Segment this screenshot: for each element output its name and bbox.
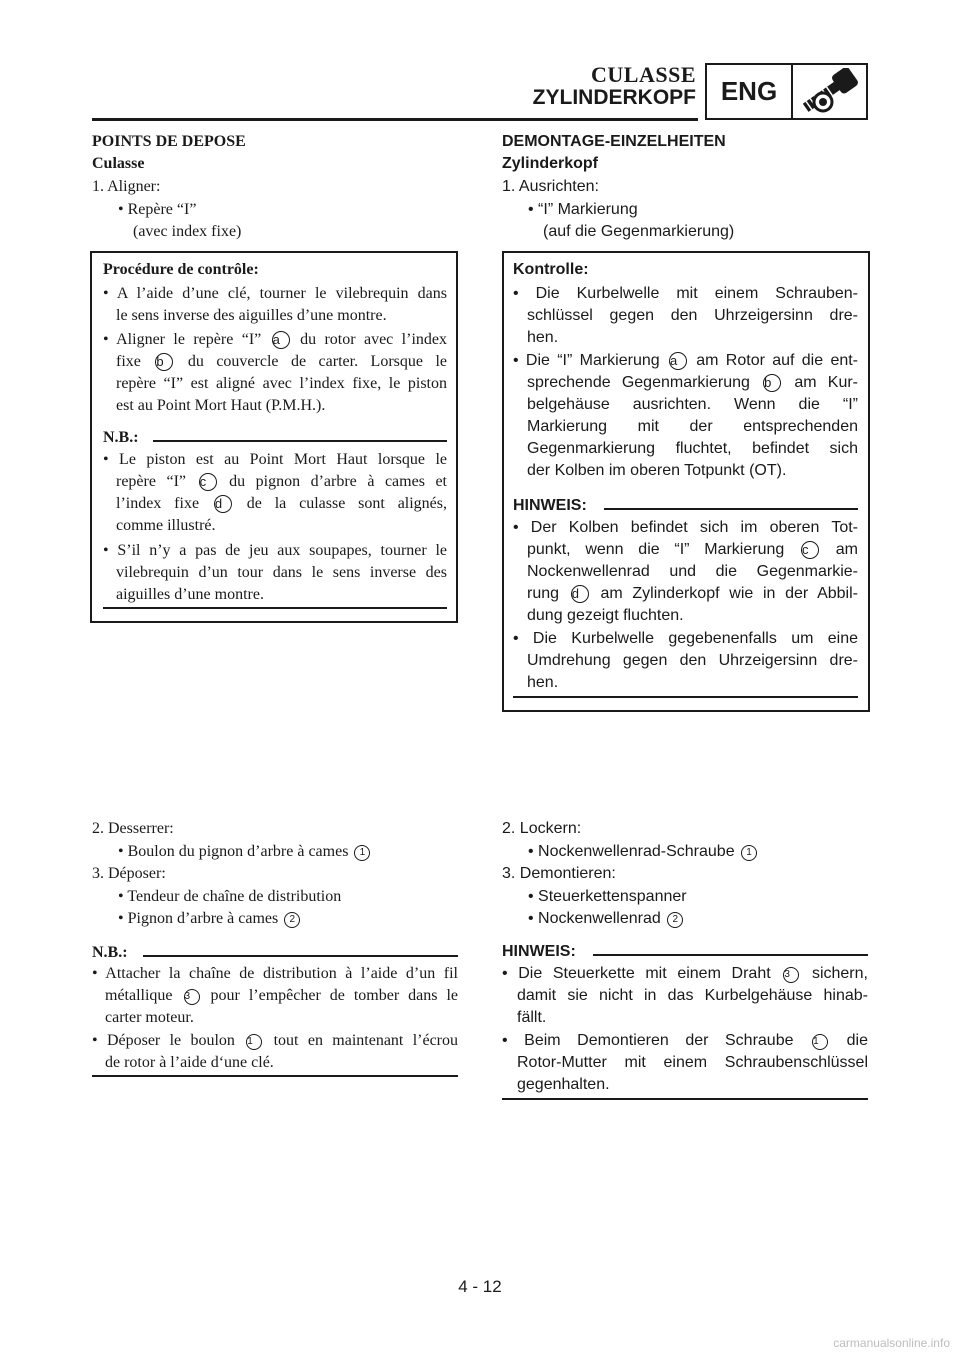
de-hw2-line: Rotor-Mutter mit einem Schraubenschlüssel <box>517 1054 868 1071</box>
de-step2-bullet: • Nockenwellenrad-Schraube 1 <box>528 841 759 863</box>
mark-d: d <box>571 585 589 603</box>
fr-nb2-line: métallique 3 pour l’empêcher de tomber dans le <box>105 987 458 1004</box>
header-title-fr: CULASSE <box>591 62 696 87</box>
mark-c: c <box>199 473 217 491</box>
mark-1: 1 <box>741 845 757 861</box>
de-hw2-rule <box>593 954 868 956</box>
de-hw1-label: HINWEIS: <box>513 497 587 514</box>
de-step2: 2. Lockern: <box>502 820 582 837</box>
fr-subtitle: Culasse <box>92 155 145 172</box>
de-hw1-line: rung d am Zylinderkopf wie in der Abbil- <box>527 585 858 602</box>
mark-a: a <box>272 331 290 349</box>
fr-box-line: • A l’aide d’une clé, tourner le vilebrequin dans <box>103 285 447 302</box>
fr-box-title: Procédure de contrôle: <box>103 261 259 278</box>
de-hw2-line: damit sie nicht in das Kurbelgehäuse hinab- <box>517 987 868 1004</box>
de-hw1-line: punkt, wenn die “I” Markierung c am <box>527 541 859 558</box>
fr-section-title: POINTS DE DEPOSE <box>92 133 246 150</box>
fr-step2: 2. Desserrer: <box>92 820 174 837</box>
fr-step3-bullet: • Pignon d’arbre à cames 2 <box>118 908 302 930</box>
de-box-title: Kontrolle: <box>513 261 589 278</box>
mark-3: 3 <box>184 989 200 1005</box>
de-box-line: • Die “I” Markierung a am Rotor auf die ent- <box>513 352 859 369</box>
fr-nb1-rule <box>153 440 447 442</box>
de-hw2-line: • Beim Demontieren der Schraube 1 die <box>502 1032 868 1049</box>
fr-box-line: repère “I” est aligné avec l’index fixe, le piston <box>116 375 447 392</box>
fr-nb1-line: comme illustré. <box>116 517 216 534</box>
fr-nb2-end-rule <box>92 1075 458 1077</box>
watermark: carmanualsonline.info <box>833 1336 950 1350</box>
fr-nb1-label: N.B.: <box>103 429 139 446</box>
de-hw1-line: Umdrehung gegen den Uhrzeigersinn dre- <box>527 652 858 669</box>
eng-label: ENG <box>707 65 793 118</box>
de-subtitle: Zylinderkopf <box>502 155 599 172</box>
de-hw1-line: Nockenwellenrad und die Gegenmarkie- <box>527 563 858 580</box>
mark-c: c <box>801 541 819 559</box>
de-hw2-line: gegenhalten. <box>517 1076 610 1093</box>
fr-nb1-line: aiguilles d’une montre. <box>116 586 264 603</box>
mark-1: 1 <box>812 1034 828 1050</box>
de-step3-bullet: • Steuerkettenspanner <box>528 888 687 905</box>
de-hw1-line: • Der Kolben befindet sich im oberen Tot- <box>513 519 858 536</box>
de-hw2-line: fällt. <box>517 1009 547 1026</box>
eng-badge <box>705 63 868 120</box>
de-box-line: schlüssel gegen den Uhrzeigersinn dre- <box>527 307 858 324</box>
mark-2: 2 <box>667 912 683 928</box>
de-step3: 3. Demontieren: <box>502 865 616 882</box>
de-box-line: der Kolben im oberen Totpunkt (OT). <box>527 462 787 479</box>
de-box-line: Markierung mit der entsprechenden <box>527 418 858 435</box>
de-box-line: Gegenmarkierung fluchtet, befindet sich <box>527 440 858 457</box>
de-box-line: sprechende Gegenmarkierung b am Kur- <box>527 374 859 391</box>
fr-box-line: fixe b du couvercle de carter. Lorsque le <box>116 353 448 370</box>
fr-nb2-line: • Attacher la chaîne de distribution à l’aide d’un fil <box>92 965 458 982</box>
fr-nb2-label: N.B.: <box>92 944 128 961</box>
page-number: 4 - 12 <box>458 1277 502 1296</box>
de-hw2-label: HINWEIS: <box>502 943 576 960</box>
fr-nb2-rule <box>143 955 458 957</box>
fr-step2-bullet: • Boulon du pignon d’arbre à cames 1 <box>118 841 372 863</box>
de-hw1-end-rule <box>513 696 858 698</box>
fr-box-line: le sens inverse des aiguilles d’une montre. <box>116 307 387 324</box>
de-step1: 1. Ausrichten: <box>502 178 599 195</box>
de-step1-bullet-note: (auf die Gegenmarkierung) <box>543 223 735 240</box>
fr-nb1-line: • Le piston est au Point Mort Haut lorsque le <box>103 451 447 468</box>
de-step3-bullet: • Nockenwellenrad 2 <box>528 908 685 930</box>
de-hw1-line: dung gezeigt fluchten. <box>527 607 684 624</box>
de-hw1-line: hen. <box>527 674 559 691</box>
fr-nb2-line: de rotor à l’aide d‘une clé. <box>105 1054 274 1071</box>
fr-nb2-line: • Déposer le boulon 1 tout en maintenant l’écrou <box>92 1032 459 1049</box>
header-rule <box>92 118 698 121</box>
de-box-line: belgehäuse ausrichten. Wenn die “I” <box>527 396 858 413</box>
de-hw1-line: • Die Kurbelwelle gegebenenfalls um eine <box>513 630 858 647</box>
mark-2: 2 <box>284 912 300 928</box>
fr-nb1-line: vilebrequin d’un tour dans le sens inverse des <box>116 564 447 581</box>
de-hw2-end-rule <box>502 1098 868 1100</box>
fr-nb1-line: l’index fixe d de la culasse sont alignés, <box>116 495 448 512</box>
de-section-title: DEMONTAGE-EINZELHEITEN <box>502 133 726 150</box>
de-step1-bullet: • “I” Markierung <box>528 201 638 218</box>
fr-box-line: est au Point Mort Haut (P.M.H.). <box>116 397 326 414</box>
fr-box-line: • Aligner le repère “I” a du rotor avec l’index <box>103 331 447 348</box>
mark-1: 1 <box>354 845 370 861</box>
fr-step1-bullet: • Repère “I” <box>118 201 197 218</box>
de-hw2-line: • Die Steuerkette mit einem Draht 3 sichern, <box>502 965 868 982</box>
fr-step3-bullet: • Tendeur de chaîne de distribution <box>118 888 342 905</box>
mark-b: b <box>155 353 173 371</box>
mark-d: d <box>214 495 232 513</box>
fr-nb1-line: repère “I” c du pignon d’arbre à cames et <box>116 473 447 490</box>
mark-a: a <box>669 352 687 370</box>
de-hw1-rule <box>604 508 858 510</box>
fr-nb1-line: • S’il n’y a pas de jeu aux soupapes, tourner le <box>103 542 447 559</box>
fr-nb1-end-rule <box>103 607 447 609</box>
header-title-de: ZYLINDERKOPF <box>532 86 696 109</box>
mark-1: 1 <box>246 1034 262 1050</box>
de-box-line: hen. <box>527 329 559 346</box>
wrench-socket-icon <box>793 65 866 118</box>
mark-b: b <box>763 374 781 392</box>
fr-step3: 3. Déposer: <box>92 865 166 882</box>
mark-3: 3 <box>783 967 799 983</box>
fr-step1-bullet-note: (avec index fixe) <box>133 223 242 240</box>
fr-step1: 1. Aligner: <box>92 178 161 195</box>
fr-nb2-line: carter moteur. <box>105 1009 194 1026</box>
de-box-line: • Die Kurbelwelle mit einem Schrauben- <box>513 285 858 302</box>
